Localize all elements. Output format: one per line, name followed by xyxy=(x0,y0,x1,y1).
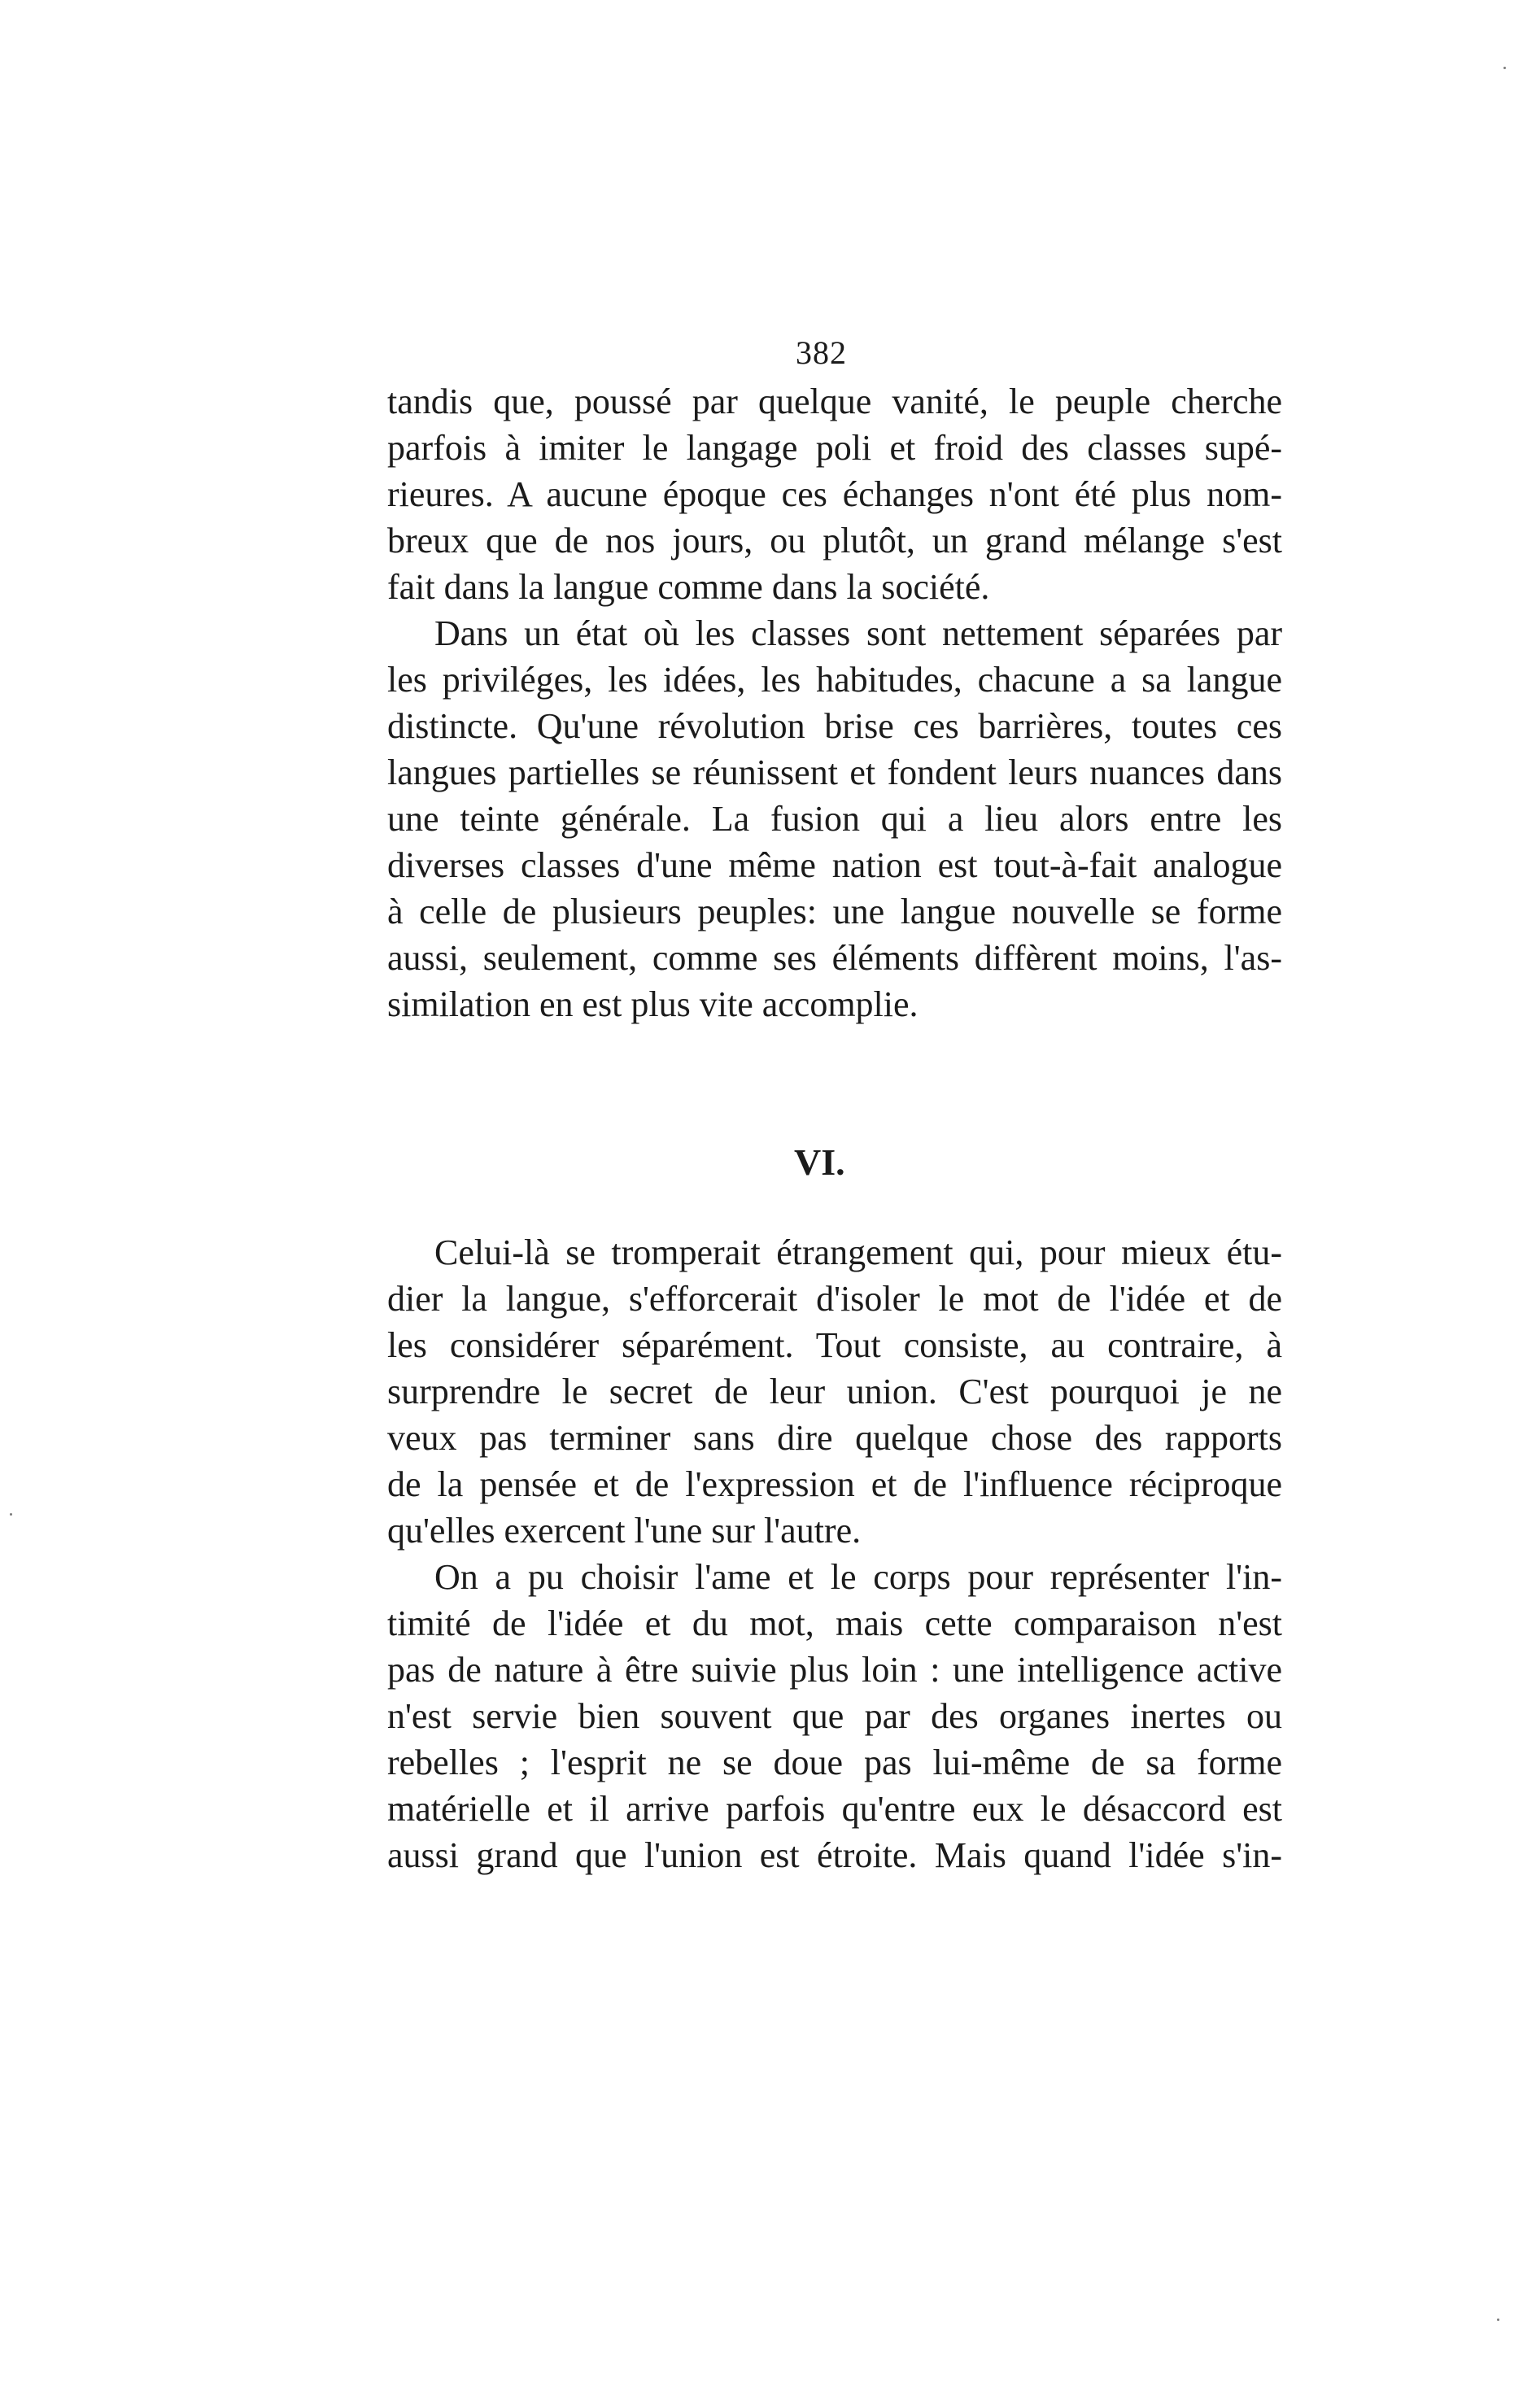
text-line: diverses classes d'une même nation est tout-à-fait analogue xyxy=(387,845,1282,885)
text-line: fait dans la langue comme dans la société. xyxy=(387,567,990,607)
margin-speck xyxy=(1503,67,1506,69)
text-line: Celui-là se tromperait étrangement qui, pour mieux étu- xyxy=(434,1232,1282,1272)
text-line: rieures. A aucune époque ces échanges n'ont été plus nom- xyxy=(387,474,1282,514)
text-line: breux que de nos jours, ou plutôt, un grand mélange s'est xyxy=(387,521,1282,561)
text-line: pas de nature à être suivie plus loin : une intelligence active xyxy=(387,1650,1282,1690)
text-line: distincte. Qu'une révolution brise ces barrières, toutes ces xyxy=(387,706,1282,746)
text-block-before-section xyxy=(387,378,1282,1027)
text-line: qu'elles exercent l'une sur l'autre. xyxy=(387,1511,862,1551)
text-line: n'est servie bien souvent que par des organes inertes ou xyxy=(387,1696,1282,1736)
text-line: Dans un état où les classes sont nettement séparées par xyxy=(434,613,1282,653)
text-line: les priviléges, les idées, les habitudes, chacune a sa langue xyxy=(387,660,1282,700)
text-block-after-section xyxy=(387,1229,1282,1878)
text-line: une teinte générale. La fusion qui a lieu alors entre les xyxy=(387,799,1282,839)
text-line: tandis que, poussé par quelque vanité, le peuple cherche xyxy=(387,382,1282,421)
text-line: de la pensée et de l'expression et de l'influence réciproque xyxy=(387,1464,1282,1504)
text-line: dier la langue, s'efforcerait d'isoler le mot de l'idée et de xyxy=(387,1279,1282,1319)
text-line: matérielle et il arrive parfois qu'entre eux le désaccord est xyxy=(387,1789,1282,1829)
section-heading: VI. xyxy=(794,1141,845,1183)
margin-speck xyxy=(1497,2319,1499,2321)
text-line: à celle de plusieurs peuples: une langue nouvelle se forme xyxy=(387,892,1282,931)
page-number: 382 xyxy=(796,334,847,371)
text-line: parfois à imiter le langage poli et froid des classes supé- xyxy=(387,428,1282,468)
text-line: similation en est plus vite accomplie. xyxy=(387,984,919,1024)
text-line: timité de l'idée et du mot, mais cette comparaison n'est xyxy=(387,1603,1282,1643)
text-line: rebelles ; l'esprit ne se doue pas lui-même de sa forme xyxy=(387,1743,1282,1782)
text-line: On a pu choisir l'ame et le corps pour représenter l'in- xyxy=(434,1557,1282,1597)
text-line: langues partielles se réunissent et fondent leurs nuances dans xyxy=(387,752,1282,792)
text-line: aussi grand que l'union est étroite. Mais quand l'idée s'in- xyxy=(387,1835,1282,1875)
text-line: surprendre le secret de leur union. C'est pourquoi je ne xyxy=(387,1372,1282,1411)
text-line: veux pas terminer sans dire quelque chose des rapports xyxy=(387,1418,1282,1458)
margin-speck xyxy=(10,1513,12,1516)
text-line: les considérer séparément. Tout consiste, au contraire, à xyxy=(387,1325,1282,1365)
text-line: aussi, seulement, comme ses éléments diffèrent moins, l'as- xyxy=(387,938,1282,978)
